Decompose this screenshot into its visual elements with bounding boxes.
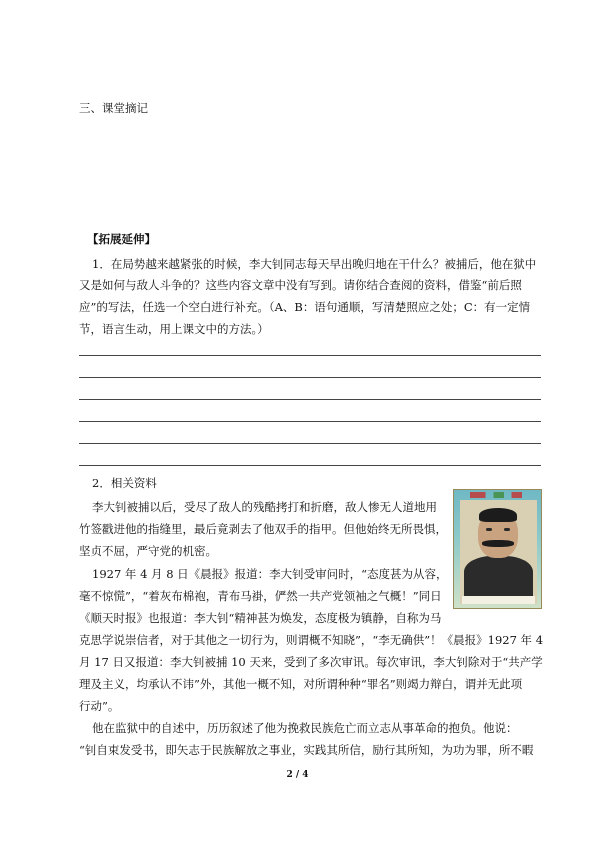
- paragraph-line: 毫不惊慌”，“着灰布棉袍，青布马褂，俨然一共产党领袖之气概！”同日: [79, 589, 442, 603]
- portrait-photo: [460, 500, 537, 604]
- paragraph-line: 《顺天时报》也报道：李大钊“精神甚为焕发，态度极为镇静，自称为马: [79, 611, 442, 625]
- page-number: 2 / 4: [286, 770, 309, 780]
- answer-line: [79, 355, 541, 356]
- paragraph-line: “钊自束发受书，即矢志于民族解放之事业，实践其所信，励行其所知，为功为罪，所不暇: [79, 743, 534, 757]
- paragraph-line: 1927 年 4 月 8 日《晨报》报道：李大钊受审问时，“态度甚为从容，: [92, 567, 448, 581]
- question-2-heading: 2．相关资料: [92, 476, 157, 490]
- question-1-line: 又是如何与敌人斗争的？这些内容文章中没有写到。请你结合查阅的资料，借鉴“前后照: [79, 278, 522, 292]
- extension-heading: 【拓展延伸】: [87, 232, 156, 246]
- answer-line: [79, 465, 541, 466]
- paragraph-line: 月 17 日又报道：李大钊被捕 10 天来，受到了多次审讯。每次审讯，李大钊除对于“共产学: [79, 655, 543, 669]
- answer-line: [79, 377, 541, 378]
- paragraph-line: 行动”。: [79, 699, 120, 713]
- question-1-line: 应”的写法，任选一个空白进行补充。（A、B：语句通顺，写清楚照应之处；C：有一定情: [79, 300, 531, 314]
- paragraph-line: 竹签戳进他的指缝里，最后竟剥去了他双手的指甲。但他始终无所畏惧，: [79, 522, 447, 536]
- portrait-image: [453, 489, 542, 609]
- paragraph-line: 理及主义，均承认不讳”外，其他一概不知，对所谓种种“罪名”则竭力辩白，谓并无此项: [79, 677, 523, 691]
- answer-line: [79, 421, 541, 422]
- paragraph-line: 坚贞不屈，严守党的机密。: [79, 544, 217, 558]
- section-heading: 三、课堂摘记: [79, 101, 148, 115]
- question-1-line: 1．在局势越来越紧张的时候，李大钊同志每天早出晚归地在干什么？被捕后，他在狱中: [92, 257, 537, 271]
- portrait-caption-strip: [462, 596, 535, 604]
- portrait-header-mark: [470, 492, 522, 498]
- answer-line: [79, 399, 541, 400]
- paragraph-line: 他在监狱中的自述中，历历叙述了他为挽救民族危亡而立志从事革命的抱负。他说：: [92, 721, 518, 735]
- question-1-line: 节，语言生动，用上课文中的方法。）: [79, 322, 269, 336]
- paragraph-line: 李大钊被捕以后，受尽了敌人的残酷拷打和折磨，敌人惨无人道地用: [92, 500, 437, 514]
- answer-line: [79, 443, 541, 444]
- paragraph-line: 克思学说崇信者，对于其他之一切行为，则谓概不知晓”，“李无确供”！《晨报》1927 年 4: [79, 633, 544, 647]
